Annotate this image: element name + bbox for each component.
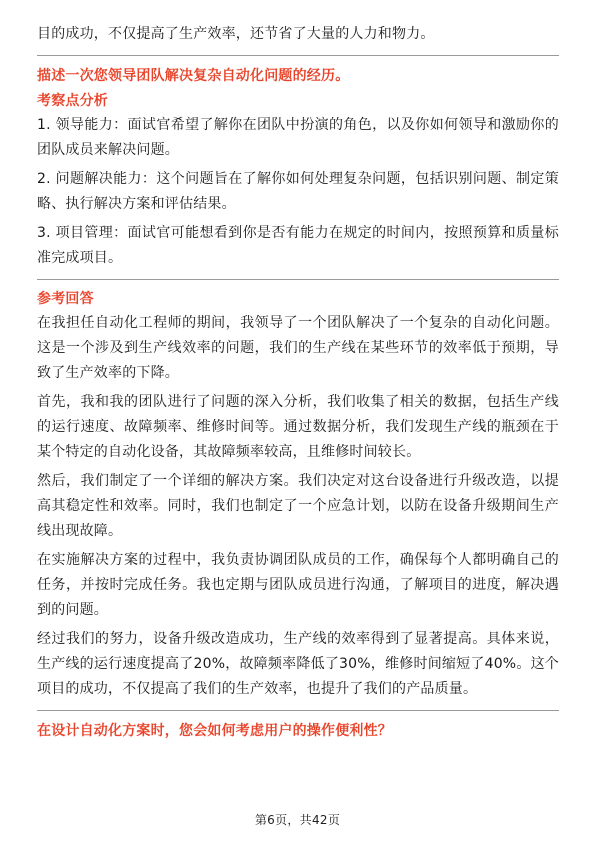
page-number-footer: 第6页，共42页 (254, 813, 341, 827)
section-divider-top (37, 55, 559, 56)
analysis-item-project-management: 3. 项目管理：面试官可能想看到你是否有能力在规定的时间内，按照预算和质量标准完成项目。 (37, 225, 559, 266)
answer-paragraph-2: 首先，我和我的团队进行了问题的深入分析，我们收集了相关的数据，包括生产线的运行速度、故障频率、维修时间等。通过数据分析，我们发现生产线的瓶颈在于某个特定的自动化设备，其故障频率较高，且维修时间较长。 (37, 394, 559, 460)
section-divider-bottom (37, 710, 559, 711)
intro-tail-text: 目的成功，不仅提高了生产效率，还节省了大量的人力和物力。 (37, 26, 435, 42)
answer-paragraph-3: 然后，我们制定了一个详细的解决方案。我们决定对这台设备进行升级改造，以提高其稳定性和效率。同时，我们也制定了一个应急计划，以防在设备升级期间生产线出现故障。 (37, 473, 559, 539)
section-divider-mid (37, 279, 559, 280)
answer-heading: 参考回答 (37, 291, 94, 307)
analysis-item-problem-solving: 2. 问题解决能力：这个问题旨在了解你如何处理复杂问题，包括识别问题、制定策略、执行解决方案和评估结果。 (37, 171, 559, 212)
answer-paragraph-4: 在实施解决方案的过程中，我负责协调团队成员的工作，确保每个人都明确自己的任务，并按时完成任务。我也定期与团队成员进行沟通，了解项目的进度，解决遇到的问题。 (37, 552, 559, 618)
answer-paragraph-5: 经过我们的努力，设备升级改造成功，生产线的效率得到了显著提高。具体来说，生产线的运行速度提高了20%，故障频率降低了30%，维修时间缩短了40%。这个项目的成功，不仅提高了我们的生产效率，也提升了我们的产品质量。 (37, 631, 559, 697)
next-question-title: 在设计自动化方案时，您会如何考虑用户的操作便利性？ (37, 723, 392, 739)
question-title: 描述一次您领导团队解决复杂自动化问题的经历。 (37, 68, 350, 84)
answer-paragraph-1: 在我担任自动化工程师的期间，我领导了一个团队解决了一个复杂的自动化问题。这是一个涉及到生产线效率的问题，我们的生产线在某些环节的效率低于预期，导致了生产效率的下降。 (37, 315, 559, 381)
analysis-item-leadership: 1. 领导能力：面试官希望了解你在团队中扮演的角色，以及你如何领导和激励你的团队成员来解决问题。 (37, 117, 559, 158)
document-page (37, 22, 559, 743)
analysis-heading: 考察点分析 (37, 93, 108, 109)
